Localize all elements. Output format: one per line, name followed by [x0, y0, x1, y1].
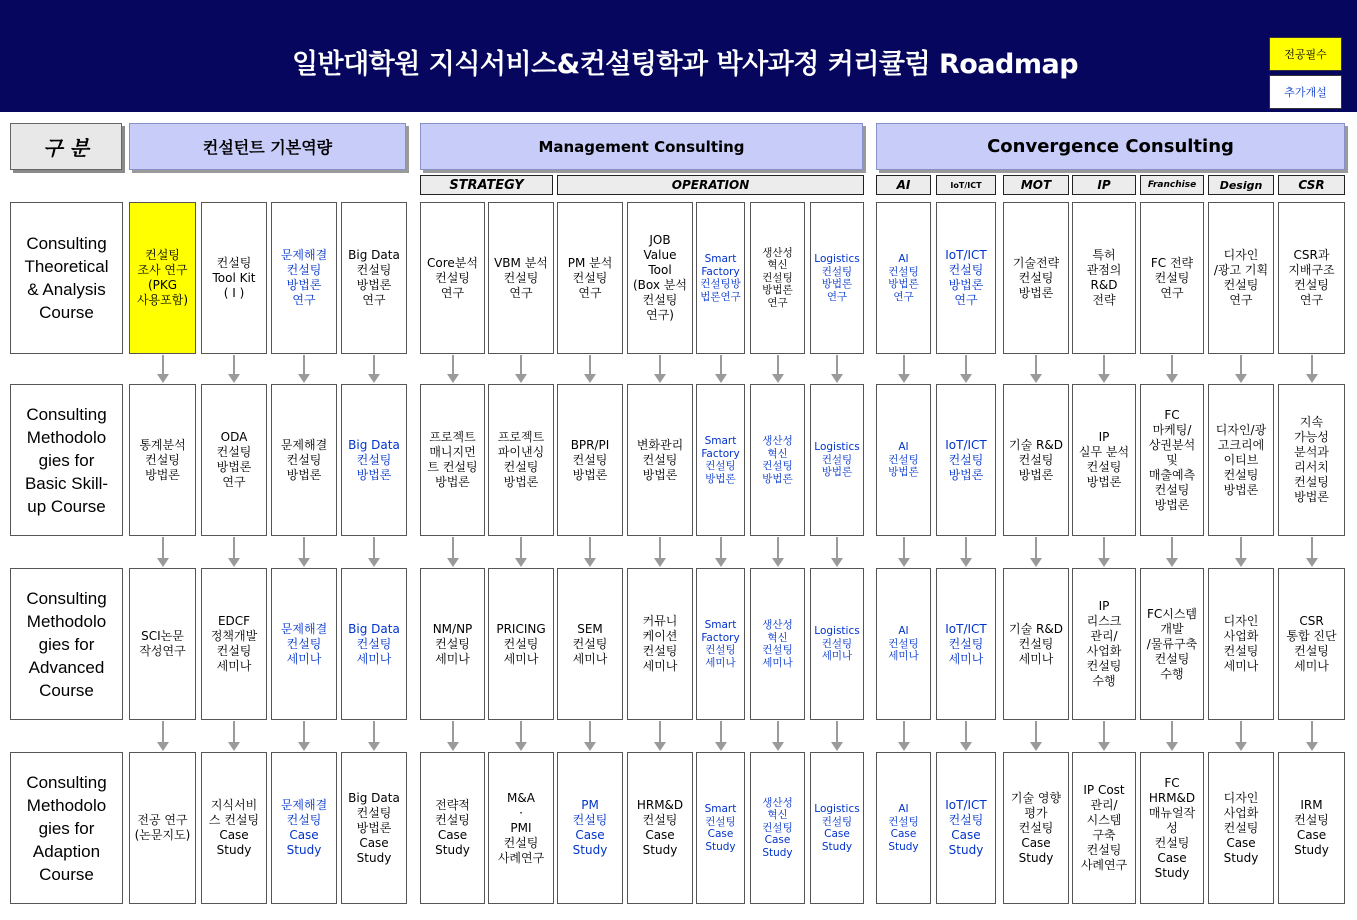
flow-arrow: [777, 537, 779, 559]
course-cell: 기술 R&D 컨설팅 방법론: [1003, 384, 1069, 536]
flow-arrow: [1103, 537, 1105, 559]
flow-arrow: [589, 721, 591, 743]
course-cell: SEM 컨설팅 세미나: [557, 568, 623, 720]
flow-arrow: [836, 721, 838, 743]
flow-arrow: [520, 537, 522, 559]
course-cell: 문제해결 컨설팅 방법론: [271, 384, 337, 536]
course-cell: IP Cost 관리/ 시스템 구축 컨설팅 사례연구: [1072, 752, 1136, 904]
course-cell: BPR/PI 컨설팅 방법론: [557, 384, 623, 536]
flow-arrow: [373, 537, 375, 559]
course-cell: FC시스템 개발 /물류구축 컨설팅 수행: [1140, 568, 1204, 720]
gubun-header: 구 분: [10, 123, 122, 170]
flow-arrow: [903, 355, 905, 375]
course-cell: Logistics 컨설팅 세미나: [810, 568, 864, 720]
course-cell: NM/NP 컨설팅 세미나: [420, 568, 485, 720]
course-cell: Logistics 컨설팅 방법론 연구: [810, 202, 864, 354]
flow-arrow: [162, 537, 164, 559]
course-cell: FC 전략 컨설팅 연구: [1140, 202, 1204, 354]
subheader-csr: CSR: [1278, 175, 1345, 195]
subheader-franchise: Franchise: [1140, 175, 1204, 195]
course-cell: Big Data 컨설팅 방법론 Case Study: [341, 752, 407, 904]
subheader-iot: IoT/ICT: [936, 175, 996, 195]
flow-arrow: [162, 355, 164, 375]
flow-arrow: [373, 721, 375, 743]
course-cell: FC HRM&D 매뉴얼작 성 컨설팅 Case Study: [1140, 752, 1204, 904]
course-cell: 문제해결 컨설팅 Case Study: [271, 752, 337, 904]
course-cell: IoT/ICT 컨설팅 세미나: [936, 568, 996, 720]
course-cell: IRM 컨설팅 Case Study: [1278, 752, 1345, 904]
course-cell: 디자인 /광고 기획 컨설팅 연구: [1208, 202, 1274, 354]
flow-arrow: [1171, 355, 1173, 375]
row-label: Consulting Methodolo gies for Adaption Course: [10, 752, 123, 904]
flow-arrow: [452, 355, 454, 375]
course-cell: 컨설팅 조사 연구 (PKG 사용포함): [129, 202, 196, 354]
course-cell: 문제해결 컨설팅 방법론 연구: [271, 202, 337, 354]
flow-arrow: [589, 537, 591, 559]
flow-arrow: [1103, 721, 1105, 743]
course-cell: Smart 컨설팅 Case Study: [696, 752, 745, 904]
row-label: Consulting Theoretical & Analysis Course: [10, 202, 123, 354]
flow-arrow: [1240, 721, 1242, 743]
course-cell: PRICING 컨설팅 세미나: [488, 568, 554, 720]
course-cell: Core분석 컨설팅 연구: [420, 202, 485, 354]
flow-arrow: [1311, 721, 1313, 743]
course-cell: 생산성 혁신 컨설팅 방법론: [750, 384, 805, 536]
flow-arrow: [1240, 355, 1242, 375]
course-cell: 기술전략 컨설팅 방법론: [1003, 202, 1069, 354]
course-cell: VBM 분석 컨설팅 연구: [488, 202, 554, 354]
course-cell: 생산성 혁신 컨설팅 세미나: [750, 568, 805, 720]
course-cell: SCI논문 작성연구: [129, 568, 196, 720]
flow-arrow: [903, 537, 905, 559]
course-cell: 특허 관점의 R&D 전략: [1072, 202, 1136, 354]
flow-arrow: [777, 355, 779, 375]
course-cell: PM 컨설팅 Case Study: [557, 752, 623, 904]
flow-arrow: [965, 355, 967, 375]
course-cell: M&A · PMI 컨설팅 사례연구: [488, 752, 554, 904]
flow-arrow: [659, 537, 661, 559]
header-basic-competency: 컨설턴트 기본역량: [129, 123, 406, 170]
flow-arrow: [659, 355, 661, 375]
course-cell: Logistics 컨설팅 Case Study: [810, 752, 864, 904]
course-cell: Smart Factory 컨설팅 방법론: [696, 384, 745, 536]
course-cell: 변화관리 컨설팅 방법론: [627, 384, 693, 536]
course-cell: AI 컨설팅 방법론: [876, 384, 931, 536]
flow-arrow: [1240, 537, 1242, 559]
header-convergence-consulting: Convergence Consulting: [876, 123, 1345, 170]
flow-arrow: [303, 721, 305, 743]
course-cell: EDCF 정책개발 컨설팅 세미나: [201, 568, 267, 720]
course-cell: 프로젝트 매니지먼 트 컨설팅 방법론: [420, 384, 485, 536]
flow-arrow: [233, 537, 235, 559]
flow-arrow: [1171, 721, 1173, 743]
flow-arrow: [452, 537, 454, 559]
course-cell: AI 컨설팅 세미나: [876, 568, 931, 720]
subheader-design: Design: [1208, 175, 1274, 195]
course-cell: 컨설팅 Tool Kit ( I ): [201, 202, 267, 354]
flow-arrow: [233, 355, 235, 375]
course-cell: IP 실무 분석 컨설팅 방법론: [1072, 384, 1136, 536]
course-cell: Logistics 컨설팅 방법론: [810, 384, 864, 536]
header-management-consulting: Management Consulting: [420, 123, 863, 170]
row-label: Consulting Methodolo gies for Advanced Course: [10, 568, 123, 720]
flow-arrow: [1035, 355, 1037, 375]
flow-arrow: [520, 721, 522, 743]
course-cell: ODA 컨설팅 방법론 연구: [201, 384, 267, 536]
flow-arrow: [1035, 537, 1037, 559]
flow-arrow: [720, 721, 722, 743]
course-cell: JOB Value Tool (Box 분석 컨설팅 연구): [627, 202, 693, 354]
course-cell: 기술 영향 평가 컨설팅 Case Study: [1003, 752, 1069, 904]
flow-arrow: [965, 721, 967, 743]
course-cell: FC 마케팅/ 상권분석 및 매출예측 컨설팅 방법론: [1140, 384, 1204, 536]
course-cell: 디자인 사업화 컨설팅 Case Study: [1208, 752, 1274, 904]
course-cell: 기술 R&D 컨설팅 세미나: [1003, 568, 1069, 720]
flow-arrow: [903, 721, 905, 743]
legend-additional: 추가개설: [1269, 75, 1342, 109]
course-cell: Smart Factory 컨설팅방 법론연구: [696, 202, 745, 354]
course-cell: 생산성 혁신 컨설팅 방법론 연구: [750, 202, 805, 354]
course-cell: Smart Factory 컨설팅 세미나: [696, 568, 745, 720]
course-cell: 전공 연구 (논문지도): [129, 752, 196, 904]
course-cell: 문제해결 컨설팅 세미나: [271, 568, 337, 720]
subheader-strategy: STRATEGY: [420, 175, 553, 195]
course-cell: IoT/ICT 컨설팅 방법론 연구: [936, 202, 996, 354]
flow-arrow: [1311, 537, 1313, 559]
course-cell: 지속 가능성 분석과 리서치 컨설팅 방법론: [1278, 384, 1345, 536]
flow-arrow: [1103, 355, 1105, 375]
flow-arrow: [1171, 537, 1173, 559]
course-cell: 통계분석 컨설팅 방법론: [129, 384, 196, 536]
flow-arrow: [836, 537, 838, 559]
course-cell: 디자인 사업화 컨설팅 세미나: [1208, 568, 1274, 720]
course-cell: 디자인/광 고크리에 이티브 컨설팅 방법론: [1208, 384, 1274, 536]
row-label: Consulting Methodolo gies for Basic Skill- up Course: [10, 384, 123, 536]
course-cell: AI 컨설팅 Case Study: [876, 752, 931, 904]
course-cell: 생산성 혁신 컨설팅 Case Study: [750, 752, 805, 904]
flow-arrow: [373, 355, 375, 375]
subheader-ai: AI: [876, 175, 931, 195]
flow-arrow: [162, 721, 164, 743]
subheader-ip: IP: [1072, 175, 1136, 195]
course-cell: Big Data 컨설팅 세미나: [341, 568, 407, 720]
flow-arrow: [303, 355, 305, 375]
course-cell: IP 리스크 관리/ 사업화 컨설팅 수행: [1072, 568, 1136, 720]
flow-arrow: [1035, 721, 1037, 743]
subheader-operation: OPERATION: [557, 175, 864, 195]
course-cell: 지식서비 스 컨설팅 Case Study: [201, 752, 267, 904]
page-title: 일반대학원 지식서비스&컨설팅학과 박사과정 커리큘럼 Roadmap: [291, 49, 1079, 80]
flow-arrow: [1311, 355, 1313, 375]
flow-arrow: [720, 537, 722, 559]
course-cell: HRM&D 컨설팅 Case Study: [627, 752, 693, 904]
course-cell: AI 컨설팅 방법론 연구: [876, 202, 931, 354]
course-cell: 전략적 컨설팅 Case Study: [420, 752, 485, 904]
flow-arrow: [777, 721, 779, 743]
flow-arrow: [520, 355, 522, 375]
flow-arrow: [452, 721, 454, 743]
flow-arrow: [965, 537, 967, 559]
course-cell: CSR 통합 진단 컨설팅 세미나: [1278, 568, 1345, 720]
course-cell: Big Data 컨설팅 방법론: [341, 384, 407, 536]
course-cell: 프로젝트 파이낸싱 컨설팅 방법론: [488, 384, 554, 536]
flow-arrow: [233, 721, 235, 743]
legend-required: 전공필수: [1269, 37, 1342, 71]
course-cell: 커뮤니 케이션 컨설팅 세미나: [627, 568, 693, 720]
course-cell: IoT/ICT 컨설팅 방법론: [936, 384, 996, 536]
flow-arrow: [589, 355, 591, 375]
flow-arrow: [303, 537, 305, 559]
course-cell: Big Data 컨설팅 방법론 연구: [341, 202, 407, 354]
course-cell: PM 분석 컨설팅 연구: [557, 202, 623, 354]
course-cell: IoT/ICT 컨설팅 Case Study: [936, 752, 996, 904]
flow-arrow: [720, 355, 722, 375]
subheader-mot: MOT: [1003, 175, 1069, 195]
flow-arrow: [659, 721, 661, 743]
course-cell: CSR과 지배구조 컨설팅 연구: [1278, 202, 1345, 354]
flow-arrow: [836, 355, 838, 375]
